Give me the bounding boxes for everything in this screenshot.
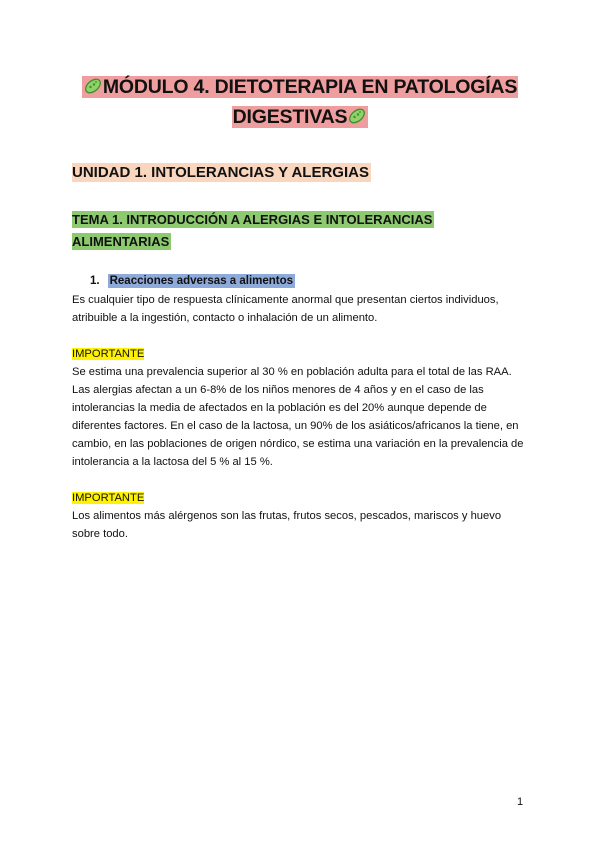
paragraph-prevalence: Se estima una prevalencia superior al 30 % en población adulta para el total de las RAA. Las alergias afectan a un 6-8% de los niños menores de 4 años y en el caso de las intolerancias la media de afectados en la población es del 20% aunque depende de diferentes factores. En el caso de la lactosa, un 90% de los asiáticos/africanos la tiene, en cambio, en las poblaciones de origen nórdico, se estima una variación en la prevalencia de intolerancia a la lactosa del 5 % al 15 %. [72,366,524,468]
page-number: 1 [517,796,524,808]
module-title-text: MÓDULO 4. DIETOTERAPIA EN PATOLOGÍAS [102,76,518,98]
microbe-icon [347,106,367,126]
important-label-text: IMPORTANTE [72,348,145,360]
paragraph-allergens: Los alimentos más alérgenos son las frutas, frutos secos, pescados, mariscos y huevo sobre todo. [72,510,502,540]
microbe-icon [83,76,103,96]
section-number: 1. [90,275,100,287]
module-title-line-1 [0,72,600,102]
important-label [72,489,532,507]
module-title-line-2 [0,102,600,132]
topic-title [72,209,472,253]
section-title: Reacciones adversas a alimentos [109,275,294,287]
important-label-text: IMPORTANTE [72,492,145,504]
unit-title-text: UNIDAD 1. INTOLERANCIAS Y ALERGIAS [72,164,369,181]
section-heading [90,273,295,289]
paragraph-definition: Es cualquier tipo de respuesta clínicamente anormal que presentan ciertos individuos, atribuible a la ingestión, contacto o inhalación de un alimento. [72,294,499,324]
topic-title-line-2: ALIMENTARIAS [72,234,170,249]
topic-title-line-1: TEMA 1. INTRODUCCIÓN A ALERGIAS E INTOLERANCIAS [72,212,433,227]
module-title-text-2: DIGESTIVAS [232,106,348,128]
module-title [0,72,600,132]
unit-title [72,162,371,184]
important-label [72,345,532,363]
